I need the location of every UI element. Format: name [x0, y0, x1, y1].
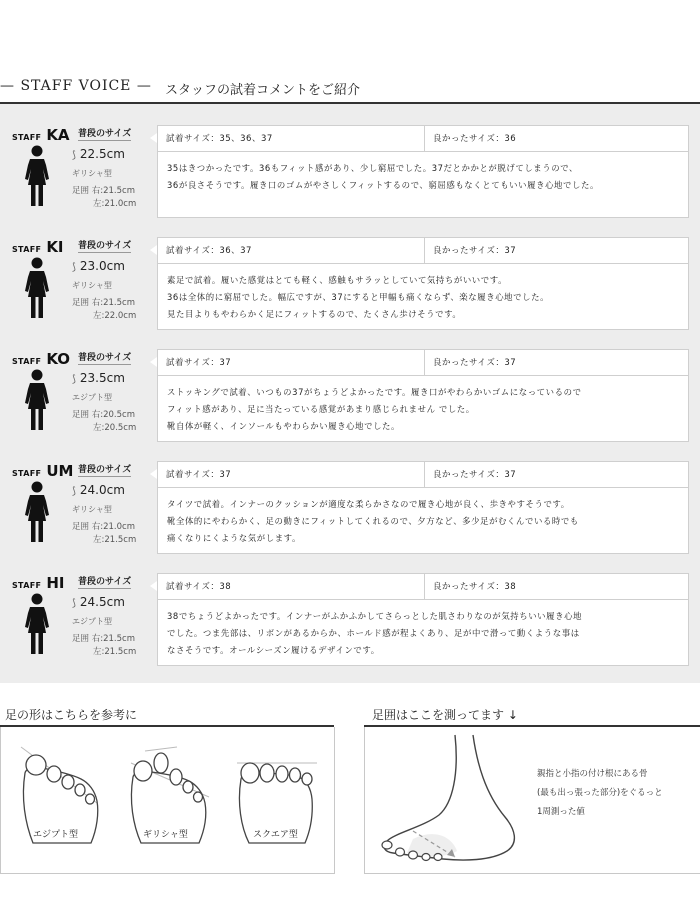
staff-prefix: STAFF — [12, 469, 42, 478]
good-size — [433, 132, 516, 144]
comment-line: でした。つま先部は、リボンがあるからか、ホールド感が程よくあり、足が中で滑って動くような事は — [167, 628, 580, 638]
foot-circ-right — [72, 184, 135, 196]
tried-size — [166, 356, 231, 368]
good-size — [433, 244, 516, 256]
good-value: 37 — [504, 358, 517, 368]
foot-circ-left — [93, 197, 136, 209]
shoe-mark-icon: ⟆ — [72, 374, 76, 385]
usual-size-title: 普段のサイズ — [78, 126, 131, 141]
comment-line: ストッキングで試着、いつもの37がちょうどよかったです。履き口がやわらかいゴムになっているので — [167, 387, 582, 397]
foot-circ-left — [93, 309, 136, 321]
card-divider — [158, 375, 688, 376]
tried-size — [166, 468, 231, 480]
staff-comment — [167, 496, 685, 547]
right-label: 右: — [91, 522, 104, 532]
card-divider — [424, 126, 425, 151]
comment-card — [157, 461, 689, 554]
foot-circ-right — [72, 632, 135, 644]
usual-size-value: 22.5cm — [79, 147, 125, 161]
foot-circ-left — [93, 645, 136, 657]
left-label: 左: — [93, 199, 105, 209]
usual-size-title: 普段のサイズ — [78, 462, 131, 477]
usual-size — [72, 147, 125, 161]
left-value: 21.5cm — [104, 535, 137, 545]
card-pointer — [150, 581, 157, 591]
staff-label — [12, 573, 64, 592]
usual-size-title: 普段のサイズ — [78, 574, 131, 589]
right-label: 右: — [91, 298, 104, 308]
good-label: 良かったサイズ： — [433, 582, 505, 592]
tried-label: 試着サイズ： — [166, 582, 220, 592]
foot-circ-label: 足囲 — [72, 410, 90, 420]
tried-size — [166, 244, 252, 256]
shoe-mark-icon: ⟆ — [72, 486, 76, 497]
tried-size — [166, 580, 231, 592]
left-label: 左: — [93, 311, 105, 321]
good-label: 良かったサイズ： — [433, 358, 505, 368]
card-divider — [158, 487, 688, 488]
shoe-mark-icon: ⟆ — [72, 598, 76, 609]
foot-circ-right — [72, 296, 135, 308]
right-value: 21.5cm — [103, 298, 135, 308]
good-value: 36 — [504, 134, 517, 144]
staff-entry — [0, 349, 700, 459]
card-divider — [158, 263, 688, 264]
foot-circ-label: 足囲 — [72, 522, 90, 532]
comment-line: 痛くなりにくような気がします。 — [167, 533, 301, 543]
female-figure-icon — [24, 481, 50, 543]
staff-label — [12, 349, 70, 368]
measure-title: 足囲はここを測ってます ↓ — [372, 708, 518, 722]
card-divider — [424, 238, 425, 263]
measure-description — [537, 765, 663, 822]
staff-comment — [167, 384, 685, 435]
female-figure-icon — [24, 145, 50, 207]
foot-circ-label: 足囲 — [72, 298, 90, 308]
staff-prefix: STAFF — [12, 245, 42, 254]
right-value: 21.5cm — [103, 186, 135, 196]
foot-circ-left — [93, 421, 136, 433]
staff-prefix: STAFF — [12, 357, 42, 366]
staff-comment — [167, 608, 685, 659]
usual-size-value: 23.5cm — [79, 371, 125, 385]
good-value: 37 — [504, 470, 517, 480]
good-size — [433, 580, 516, 592]
foot-circ-label: 足囲 — [72, 186, 90, 196]
comment-line: 38でちょうどよかったです。インナーがふかふかしてさらっとした肌さわりなのが気持ちいい履き心地 — [167, 611, 583, 621]
foot-type-label: スクエア型 — [253, 830, 298, 840]
comment-card — [157, 573, 689, 666]
female-figure-icon — [24, 593, 50, 655]
left-value: 21.5cm — [104, 647, 137, 657]
measure-box — [364, 727, 700, 874]
comment-line: 36が良さそうです。履き口のゴムがやさしくフィットするので、窮屈感もなくとてもいい履き心地でした。 — [167, 180, 599, 190]
staff-prefix: STAFF — [12, 133, 42, 142]
good-size — [433, 468, 516, 480]
header-title-en: — STAFF VOICE — — [0, 78, 152, 94]
tried-value: 35、36、37 — [219, 134, 273, 144]
foot-type: エジプト型 — [72, 393, 112, 402]
tried-label: 試着サイズ： — [166, 246, 220, 256]
foot-type-label: エジプト型 — [33, 830, 79, 840]
usual-size-title: 普段のサイズ — [78, 350, 131, 365]
left-value: 22.0cm — [104, 311, 137, 321]
tried-value: 38 — [219, 582, 232, 592]
section-header — [0, 78, 700, 102]
foot-type-label: ギリシャ型 — [143, 830, 188, 840]
shoe-mark-icon: ⟆ — [72, 262, 76, 273]
right-value: 20.5cm — [103, 410, 135, 420]
right-value: 21.5cm — [103, 634, 135, 644]
female-figure-icon — [24, 369, 50, 431]
staff-initials: KO — [46, 350, 71, 368]
usual-size-title: 普段のサイズ — [78, 238, 131, 253]
comment-card — [157, 349, 689, 442]
good-value: 37 — [504, 246, 517, 256]
tried-label: 試着サイズ： — [166, 470, 220, 480]
right-label: 右: — [91, 634, 104, 644]
foot-type: ギリシャ型 — [72, 281, 112, 290]
staff-entry — [0, 461, 700, 571]
card-divider — [424, 350, 425, 375]
card-pointer — [150, 245, 157, 255]
comment-line: 靴自体が軽く、インソールもやわらかい履き心地でした。 — [167, 421, 401, 431]
staff-initials: KA — [46, 126, 70, 144]
comment-card — [157, 237, 689, 330]
tried-size — [166, 132, 273, 144]
foot-type: ギリシャ型 — [72, 169, 112, 178]
foot-type: エジプト型 — [72, 617, 112, 626]
usual-size — [72, 371, 125, 385]
card-divider — [424, 462, 425, 487]
tried-value: 37 — [219, 470, 232, 480]
comment-line: 35はきつかったです。36もフィット感があり、少し窮屈でした。37だとかかとが脱げてしまうので、 — [167, 163, 579, 173]
left-label: 左: — [93, 647, 105, 657]
right-label: 右: — [91, 410, 104, 420]
good-label: 良かったサイズ： — [433, 470, 505, 480]
staff-label — [12, 237, 64, 256]
staff-label — [12, 125, 70, 144]
usual-size-value: 23.0cm — [79, 259, 125, 273]
staff-comment — [167, 272, 685, 323]
card-divider — [158, 599, 688, 600]
tried-value: 37 — [219, 358, 232, 368]
staff-entry — [0, 573, 700, 683]
foot-shape-title: 足の形はこちらを参考に — [5, 708, 138, 722]
foot-side-illustration — [373, 733, 533, 869]
measure-line: 親指と小指の付け根にある骨 — [537, 769, 648, 779]
usual-size-value: 24.5cm — [79, 595, 125, 609]
left-value: 21.0cm — [104, 199, 137, 209]
comment-line: フィット感があり、足に当たっている感覚があまり感じられません でした。 — [167, 404, 475, 414]
comment-line: 36は全体的に窮屈でした。幅広ですが、37にすると甲幅も痛くならず、楽な履き心地でした。 — [167, 292, 550, 302]
staff-comment — [167, 160, 685, 194]
shoe-mark-icon: ⟆ — [72, 150, 76, 161]
left-label: 左: — [93, 423, 105, 433]
card-pointer — [150, 133, 157, 143]
comment-line: 素足で試着。履いた感覚はとても軽く、感触もサラッとしていて気持ちがいいです。 — [167, 275, 508, 285]
good-size — [433, 356, 516, 368]
female-figure-icon — [24, 257, 50, 319]
staff-prefix: STAFF — [12, 581, 42, 590]
good-label: 良かったサイズ： — [433, 246, 505, 256]
staff-label — [12, 461, 73, 480]
usual-size — [72, 483, 125, 497]
comment-card — [157, 125, 689, 218]
usual-size-value: 24.0cm — [79, 483, 125, 497]
card-divider — [158, 151, 688, 152]
foot-circ-right — [72, 408, 135, 420]
staff-entry — [0, 125, 700, 235]
tried-value: 36、37 — [219, 246, 252, 256]
good-label: 良かったサイズ： — [433, 134, 505, 144]
measure-line: 1周測った値 — [537, 807, 585, 817]
staff-entry — [0, 237, 700, 347]
foot-circ-label: 足囲 — [72, 634, 90, 644]
card-pointer — [150, 469, 157, 479]
good-value: 38 — [504, 582, 517, 592]
comment-line: 靴全体的にやわらかく、足の動きにフィットしてくれるので、夕方など、多少足がむくんでいる時でも — [167, 516, 579, 526]
staff-initials: KI — [46, 238, 64, 256]
comment-line: なさそうです。オールシーズン履けるデザインです。 — [167, 645, 380, 655]
card-divider — [424, 574, 425, 599]
staff-initials: HI — [46, 574, 65, 592]
left-label: 左: — [93, 535, 105, 545]
tried-label: 試着サイズ： — [166, 134, 220, 144]
usual-size — [72, 595, 125, 609]
foot-type: ギリシャ型 — [72, 505, 112, 514]
foot-circ-left — [93, 533, 136, 545]
tried-label: 試着サイズ： — [166, 358, 220, 368]
foot-shape-box — [0, 727, 335, 874]
header-title-jp: スタッフの試着コメントをご紹介 — [165, 83, 361, 98]
usual-size — [72, 259, 125, 273]
right-value: 21.0cm — [103, 522, 135, 532]
left-value: 20.5cm — [104, 423, 137, 433]
comment-line: タイツで試着。インナーのクッションが適度な柔らかさなので履き心地が良く、歩きやすそうです。 — [167, 499, 570, 509]
foot-circ-right — [72, 520, 135, 532]
right-label: 右: — [91, 186, 104, 196]
comment-line: 見た目よりもやわらかく足にフィットするので、たくさん歩けそうです。 — [167, 309, 462, 319]
card-pointer — [150, 357, 157, 367]
measure-line: (最も出っ張った部分)をぐるっと — [537, 788, 663, 798]
staff-initials: UM — [46, 462, 74, 480]
